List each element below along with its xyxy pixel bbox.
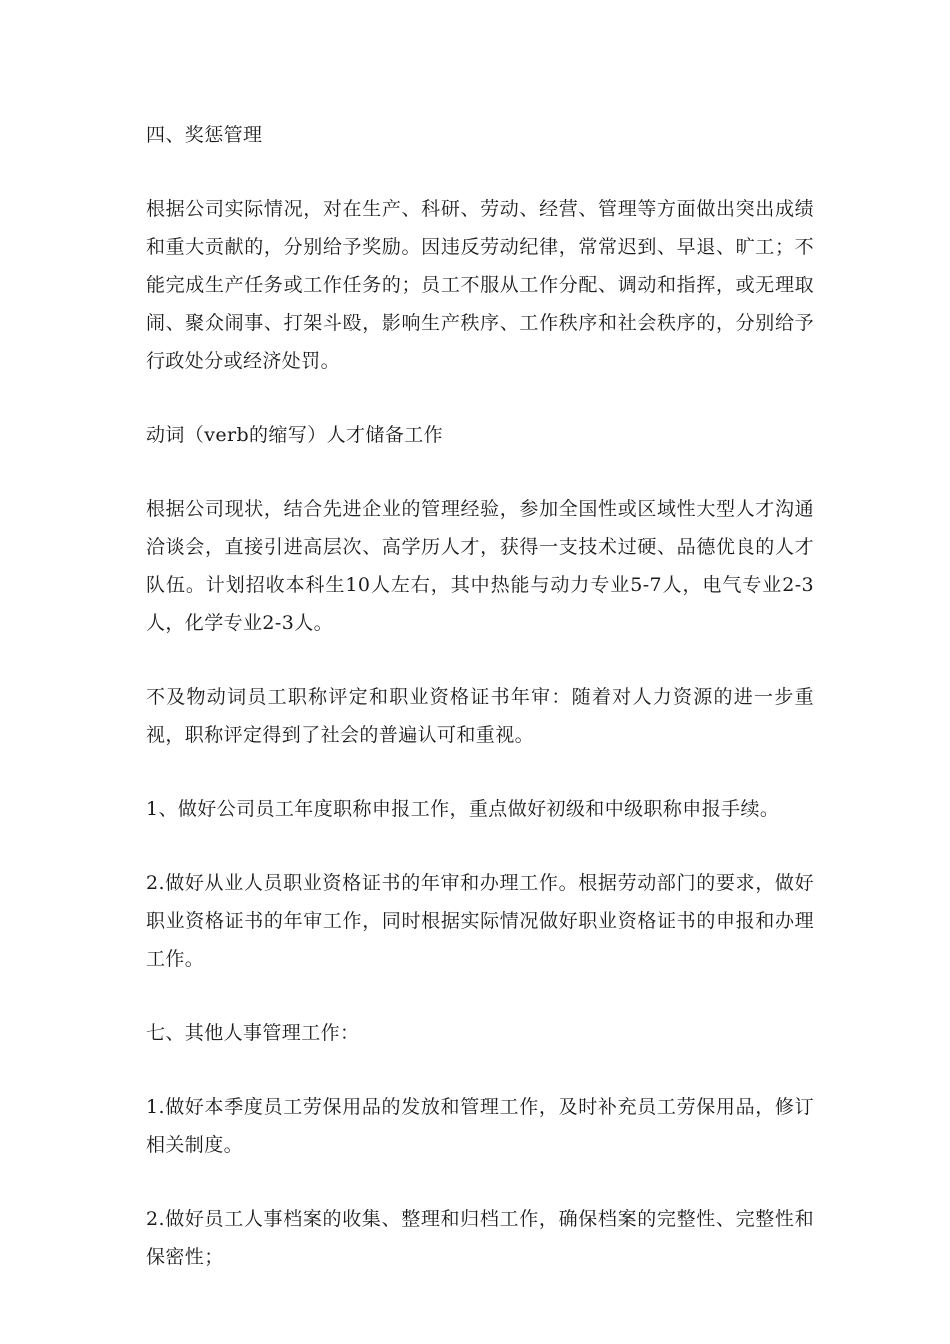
list-item-labor-protection: 1.做好本季度员工劳保用品的发放和管理工作，及时补充员工劳保用品，修订相关制度。 (146, 1096, 814, 1156)
list-item-certificate-review: 2.做好从业人员职业资格证书的年审和办理工作。根据劳动部门的要求，做好职业资格证书的年审工作，同时根据实际情况做好职业资格证书的申报和办理工作。 (146, 872, 814, 970)
list-item-title-declaration: 1、做好公司员工年度职称申报工作，重点做好初级和中级职称申报手续。 (146, 798, 780, 820)
list-item-personnel-files: 2.做好员工人事档案的收集、整理和归档工作，确保档案的完整性、完整性和保密性； (146, 1208, 814, 1268)
section-heading-talent-reserve: 动词（verb的缩写）人才储备工作 (146, 424, 444, 446)
section-heading-rewards-punishment: 四、奖惩管理 (146, 124, 263, 146)
section-heading-other-hr-work: 七、其他人事管理工作： (146, 1022, 360, 1044)
paragraph-title-evaluation: 不及物动词员工职称评定和职业资格证书年审：随着对人力资源的进一步重视，职称评定得到了社会的普遍认可和重视。 (146, 686, 814, 746)
document-body (146, 116, 814, 1312)
paragraph-rewards-punishment: 根据公司实际情况，对在生产、科研、劳动、经营、管理等方面做出突出成绩和重大贡献的，分别给予奖励。因违反劳动纪律，常常迟到、早退、旷工；不能完成生产任务或工作任务的；员工不服从工作分配、调动和指挥，或无理取闹、聚众闹事、打架斗殴，影响生产秩序、工作秩序和社会秩序的，分别给予行政处分或经济处罚。 (146, 198, 814, 372)
paragraph-talent-reserve: 根据公司现状，结合先进企业的管理经验，参加全国性或区域性大型人才沟通洽谈会，直接引进高层次、高学历人才，获得一支技术过硬、品德优良的人才队伍。计划招收本科生10人左右，其中热能与动力专业5-7人，电气专业2-3人，化学专业2-3人。 (146, 498, 814, 634)
